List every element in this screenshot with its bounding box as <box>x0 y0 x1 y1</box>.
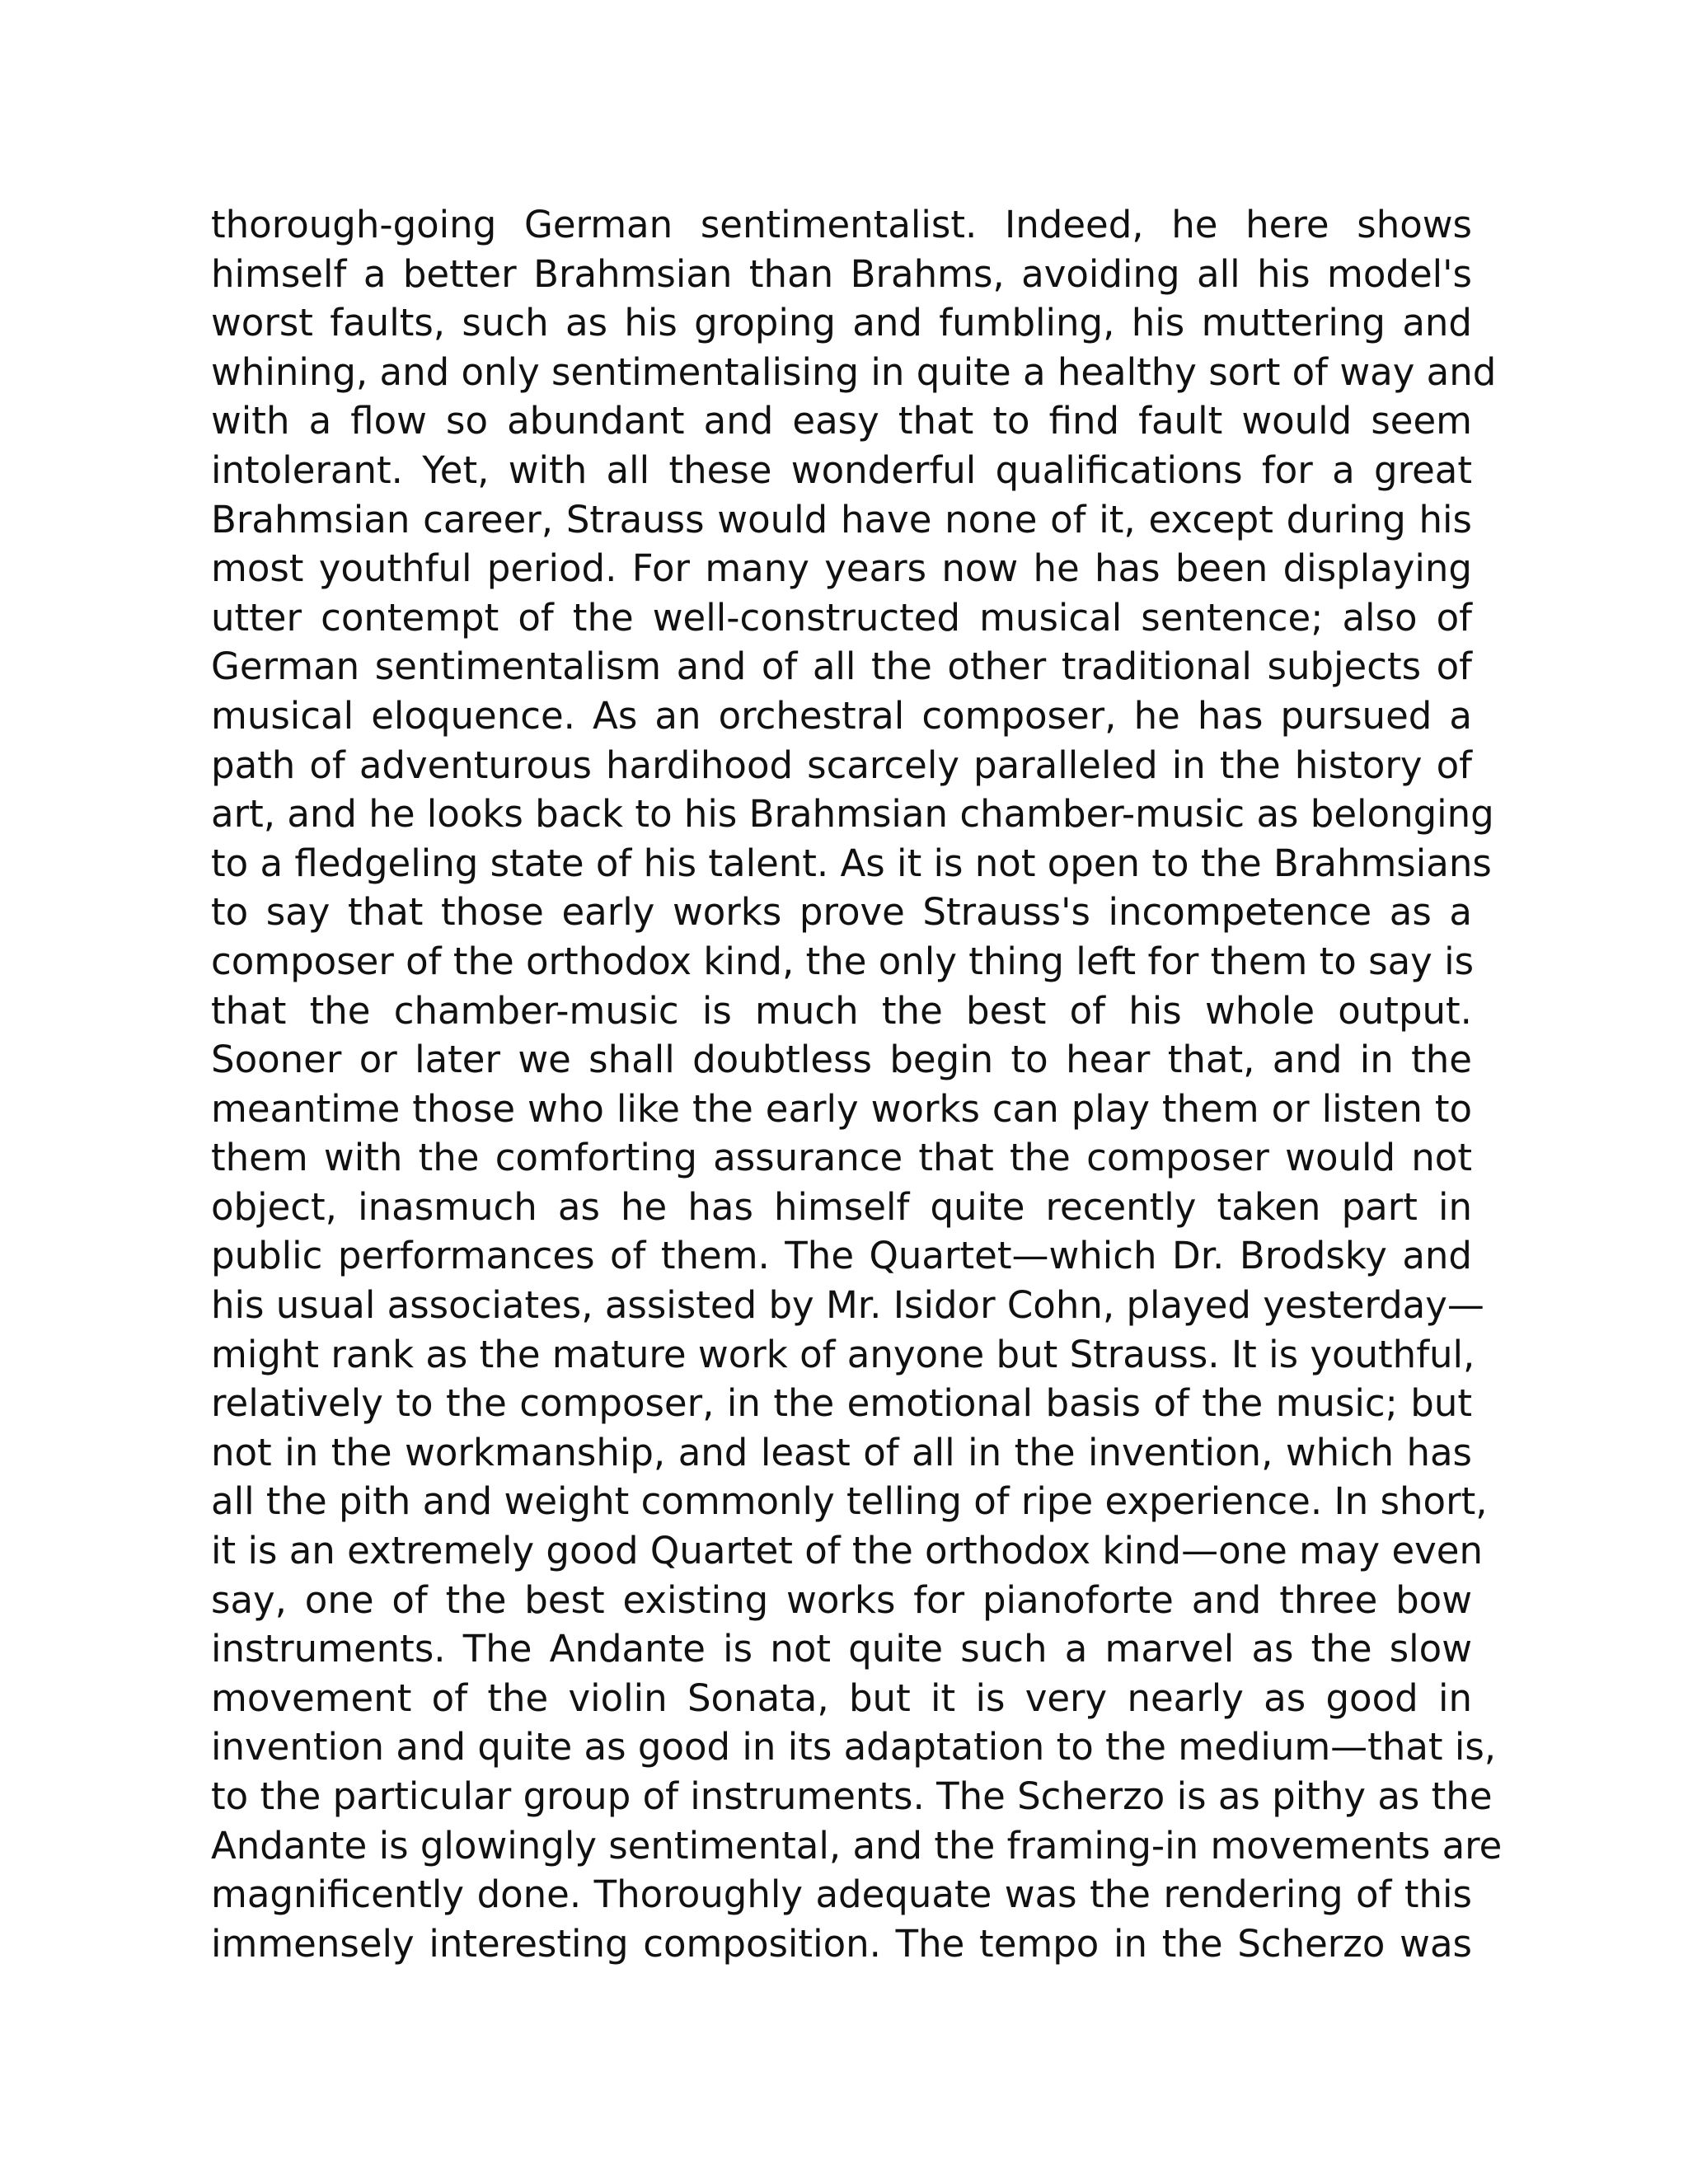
text-line: movement of the violin Sonata, but it is very nearly as good in <box>211 1675 1472 1720</box>
text-line: instruments. The Andante is not quite such a marvel as the slow <box>211 1627 1472 1671</box>
text-line: that the chamber-music is much the best of his whole output. <box>211 988 1472 1033</box>
text-line: with a flow so abundant and easy that to find fault would seem <box>211 399 1472 443</box>
text-line: all the pith and weight commonly telling of ripe experience. In short, <box>211 1479 1488 1524</box>
text-line: his usual associates, assisted by Mr. Isidor Cohn, played yesterday— <box>211 1283 1484 1328</box>
text-line: not in the workmanship, and least of all in the invention, which has <box>211 1430 1472 1474</box>
text-line: worst faults, such as his groping and fumbling, his muttering and <box>211 301 1472 345</box>
text-line: path of adventurous hardihood scarcely paralleled in the history of <box>211 743 1472 787</box>
text-line: magnificently done. Thoroughly adequate was the rendering of this <box>211 1872 1472 1917</box>
text-line: musical eloquence. As an orchestral composer, he has pursued a <box>211 693 1472 738</box>
text-line: whining, and only sentimentalising in quite a healthy sort of way and <box>211 349 1497 394</box>
text-line: meantime those who like the early works can play them or listen to <box>211 1086 1472 1131</box>
text-line: to the particular group of instruments. The Scherzo is as pithy as the <box>211 1774 1493 1818</box>
text-line: them with the comforting assurance that the composer would not <box>211 1136 1472 1180</box>
text-line: thorough-going German sentimentalist. Indeed, he here shows <box>211 203 1472 246</box>
text-line: German sentimentalism and of all the other traditional subjects of <box>211 644 1472 689</box>
text-line: it is an extremely good Quartet of the orthodox kind—one may even <box>211 1529 1483 1573</box>
text-line: Brahmsian career, Strauss would have none of it, except during his <box>211 497 1472 541</box>
text-line: Sooner or later we shall doubtless begin to hear that, and in the <box>211 1038 1472 1082</box>
text-line: intolerant. Yet, with all these wonderful qualifications for a great <box>211 448 1472 492</box>
text-line: might rank as the mature work of anyone but Strauss. It is youthful, <box>211 1332 1475 1376</box>
text-line: composer of the orthodox kind, the only thing left for them to say is <box>211 939 1475 983</box>
text-line: invention and quite as good in its adaptation to the medium—that is, <box>211 1725 1497 1769</box>
text-line: most youthful period. For many years now he has been displaying <box>211 546 1472 591</box>
text-line: public performances of them. The Quartet—which Dr. Brodsky and <box>211 1234 1472 1278</box>
text-line: Andante is glowingly sentimental, and the framing-in movements are <box>211 1823 1503 1868</box>
text-line: himself a better Brahmsian than Brahms, avoiding all his model's <box>211 251 1472 296</box>
text-line: immensely interesting composition. The tempo in the Scherzo was <box>211 1921 1472 1966</box>
text-line: utter contempt of the well-constructed musical sentence; also of <box>211 595 1472 640</box>
text-line: to say that those early works prove Strauss's incompetence as a <box>211 890 1472 935</box>
text-line: art, and he looks back to his Brahmsian chamber-music as belonging <box>211 792 1494 837</box>
text-line: relatively to the composer, in the emotional basis of the music; but <box>211 1381 1472 1426</box>
text-line: to a fledgeling state of his talent. As it is not open to the Brahmsians <box>211 841 1492 885</box>
text-line: say, one of the best existing works for pianoforte and three bow <box>211 1577 1472 1622</box>
text-line: object, inasmuch as he has himself quite recently taken part in <box>211 1184 1472 1229</box>
body-text <box>211 200 1503 1968</box>
